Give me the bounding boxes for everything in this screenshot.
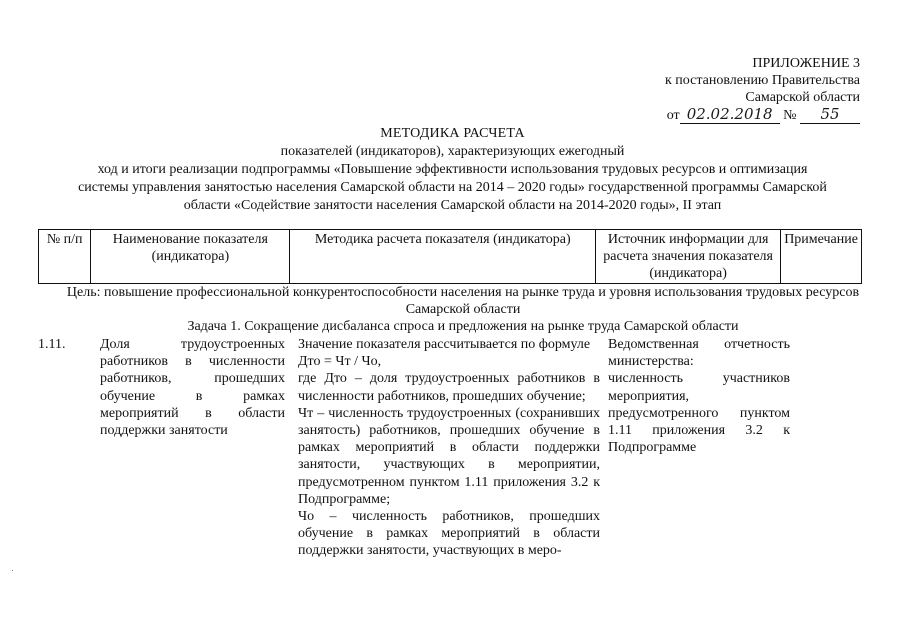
- scan-speck: [12, 570, 13, 571]
- row-number: 1.11.: [38, 337, 66, 352]
- number-prefix: №: [783, 108, 797, 123]
- handwritten-date: 02.02.2018: [680, 106, 780, 124]
- row-indicator-name: Доля трудоустроенных работников в численности работников, прошедших обучение в рамках мероприятий в области поддержки занятости: [100, 337, 285, 439]
- source-intro: Ведомственная отчетность министерства:: [608, 337, 790, 370]
- subtitle-line-1: показателей (индикаторов), характеризующих ежегодный: [280, 144, 625, 159]
- method-definition-dto: где Дто – доля трудоустроенных работников в численности работников, прошедших обучение;: [298, 371, 600, 404]
- document-title: МЕТОДИКА РАСЧЕТА: [380, 126, 525, 141]
- header-note: Примечание: [781, 230, 862, 284]
- row-method: [298, 336, 600, 560]
- method-definition-cht: Чт – численность трудоустроенных (сохранивших занятость) работников, прошедших обучение в рамках мероприятий в области поддержки занятости, участвующих в мероприятии, предусмотренном пунктом 1.11 приложения 3.2 к Подпрограмме;: [298, 405, 600, 507]
- document-subtitle: [0, 143, 905, 215]
- header-source: Источник информации для расчета значения показателя (индикатора): [596, 230, 781, 284]
- header-indicator-name: Наименование показателя (индикатора): [91, 230, 290, 284]
- header-method: Методика расчета показателя (индикатора): [290, 230, 596, 284]
- task-text: Задача 1. Сокращение дисбаланса спроса и предложения на рынке труда Самарской области: [187, 319, 739, 334]
- handwritten-number: 55: [800, 106, 860, 124]
- appendix-title: ПРИЛОЖЕНИЕ 3: [752, 56, 860, 71]
- appendix-region: Самарской области: [745, 90, 860, 105]
- source-details: численность участников мероприятия, предусмотренного пунктом 1.11 приложения 3.2 к Подпрограмме: [608, 371, 790, 456]
- method-formula: Дто = Чт / Чо,: [298, 354, 382, 370]
- appendix-resolution: к постановлению Правительства: [664, 73, 860, 88]
- appendix-header: [630, 55, 860, 124]
- header-number: № п/п: [39, 230, 91, 284]
- date-prefix: от: [666, 108, 680, 123]
- subtitle-line-3: системы управления занятостью населения Самарской области на 2014 – 2020 годы» государственной программы Самарской: [78, 180, 827, 195]
- indicators-table-header: [38, 229, 862, 284]
- appendix-date-line: [630, 106, 860, 124]
- method-definition-cho: Чо – численность работников, прошедших обучение в рамках мероприятий в области поддержки занятости, участвующих в меро-: [298, 509, 600, 559]
- goal-text: Цель: повышение профессиональной конкурентоспособности населения на рынке труда и уровня использования трудовых ресурсов Самарской области: [66, 285, 860, 317]
- subtitle-line-2: ход и итоги реализации подпрограммы «Повышение эффективности использования трудовых ресурсов и оптимизация: [97, 162, 808, 177]
- method-intro: Значение показателя рассчитывается по формуле: [298, 337, 591, 352]
- subtitle-line-4: области «Содействие занятости населения Самарской области на 2014-2020 годы», II этап: [183, 198, 722, 213]
- row-source: [608, 336, 790, 456]
